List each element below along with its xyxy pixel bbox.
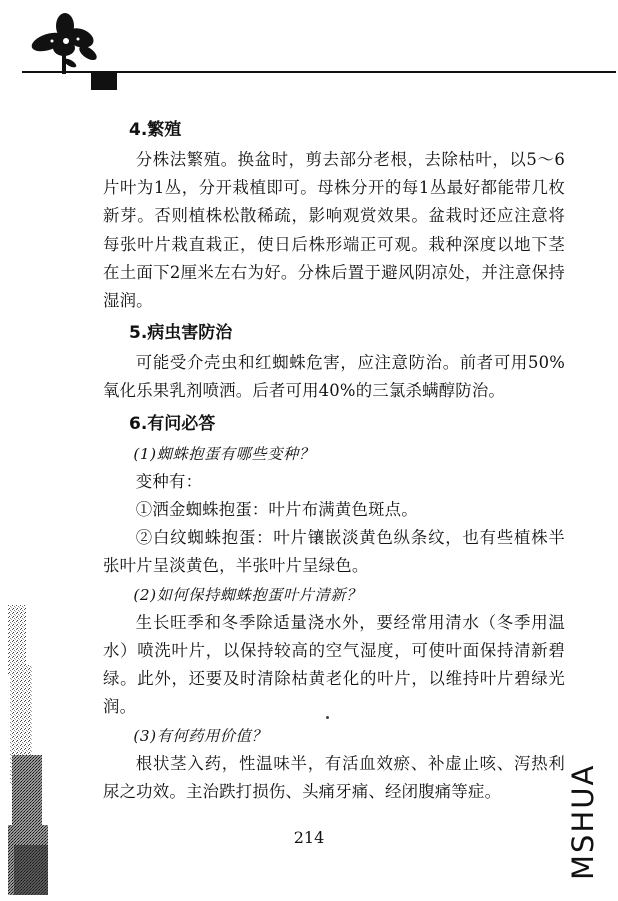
paragraph: 分株法繁殖。换盆时，剪去部分老根，去除枯叶，以5～6片叶为1丛，分开栽植即可。母株分开的每1丛最好都能带几枚新芽。否则植株松散稀疏，影响观赏效果。盆栽时还应注意将每张叶片栽直栽正，使日后株形端正可观。栽种深度以地下茎在土面下2厘米左右为好。分株后置于避风阴凉处，并注意保持湿润。 [103,150,565,311]
question: (3)有何药用价值？ [133,726,268,745]
scan-speck [326,716,329,719]
answer-intro: 变种有： [135,471,203,491]
header-block [91,72,117,90]
section-heading: 4.繁殖 [129,120,182,140]
question: (2)如何保持蜘蛛抱蛋叶片清新？ [133,585,362,604]
watermark: MSHUA [566,763,600,880]
paragraph: 可能受介壳虫和红蜘蛛危害，应注意防治。前者可用50%氧化乐果乳剂喷洒。后者可用40%的三氯杀螨醇防治。 [103,353,565,401]
answer: 根状茎入药，性温味半，有活血效瘀、补虚止咳、泻热利尿之功效。主治跌打损伤、头痛牙痛、经闭腹痛等症。 [103,753,565,802]
page-number: 214 [293,828,325,847]
question: (1)蜘蛛抱蛋有哪些变种？ [133,444,315,463]
page-content [103,118,565,806]
answer-item: ②白纹蜘蛛抱蛋：叶片镶嵌淡黄色纵条纹，也有些植株半张叶片呈淡黄色，半张叶片呈绿色。 [103,528,565,576]
section-heading: 6.有问必答 [129,413,216,434]
scan-noise [8,605,52,895]
answer-item: ①洒金蜘蛛抱蛋：叶片布满黄色斑点。 [135,500,418,520]
orchid-flower-icon [18,8,114,76]
section-heading: 5.病虫害防治 [129,323,233,344]
answer: 生长旺季和冬季除适量浇水外，要经常用清水（冬季用温水）喷洗叶片，以保持较高的空气湿度，可使叶面保持清新碧绿。此外，还要及时清除枯黄老化的叶片，以维持叶片碧绿光润。 [103,612,565,717]
